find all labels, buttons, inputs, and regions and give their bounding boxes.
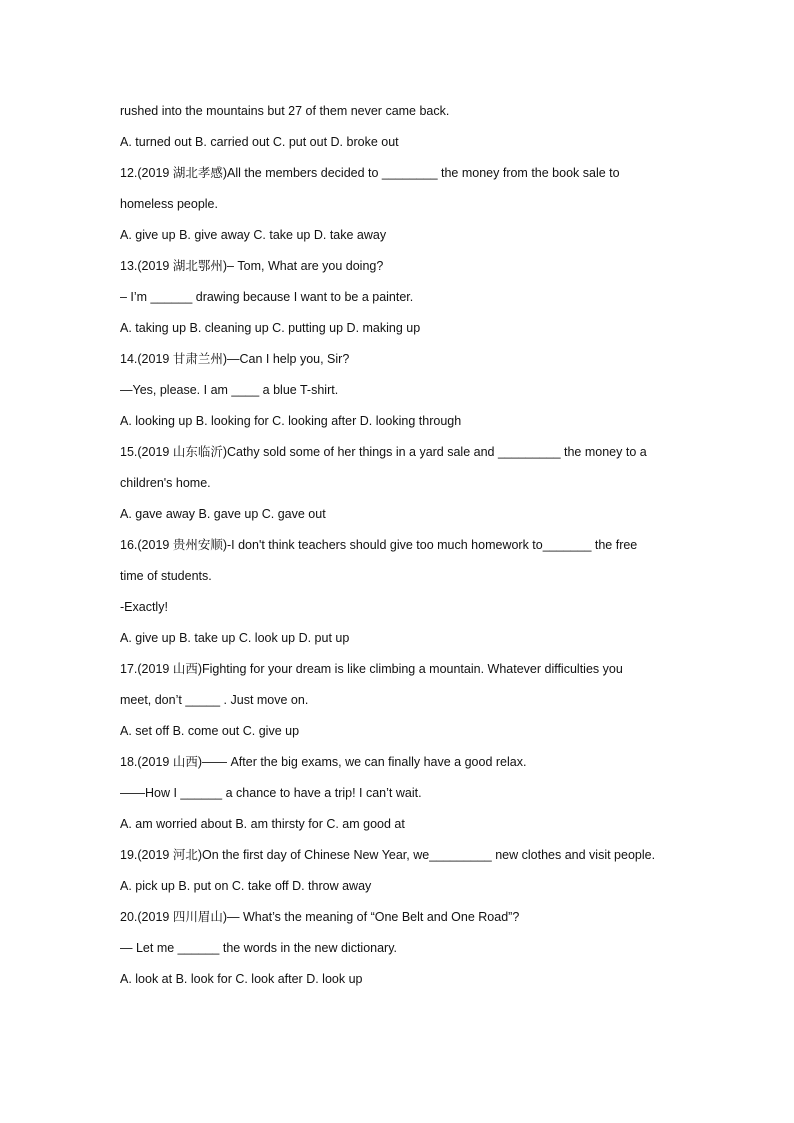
- answer-options: A. pick up B. put on C. take off D. throw away: [120, 879, 372, 893]
- text-line: homeless people.: [120, 197, 218, 211]
- question-17: 17.(2019 山西)Fighting for your dream is like climbing a mountain. Whatever difficulties you: [120, 662, 623, 676]
- answer-options: A. give up B. give away C. take up D. take away: [120, 228, 387, 242]
- text-line: – I’m ______ drawing because I want to be a painter.: [120, 290, 414, 304]
- question-20: 20.(2019 四川眉山)— What’s the meaning of “One Belt and One Road”?: [120, 910, 520, 924]
- answer-options: A. look at B. look for C. look after D. look up: [120, 972, 363, 986]
- text-line: -Exactly!: [120, 600, 168, 614]
- text-line: time of students.: [120, 569, 212, 583]
- answer-options: A. taking up B. cleaning up C. putting up D. making up: [120, 321, 421, 335]
- text-line: —Yes, please. I am ____ a blue T-shirt.: [120, 383, 339, 397]
- answer-options: A. am worried about B. am thirsty for C. am good at: [120, 817, 405, 831]
- question-14: 14.(2019 甘肃兰州)—Can I help you, Sir?: [120, 352, 350, 366]
- text-line: ——How I ______ a chance to have a trip! I can’t wait.: [120, 786, 422, 800]
- question-19: 19.(2019 河北)On the first day of Chinese New Year, we_________ new clothes and visit people.: [120, 848, 656, 862]
- question-16: 16.(2019 贵州安顺)-I don't think teachers should give too much homework to_______ the free: [120, 538, 638, 552]
- question-15: 15.(2019 山东临沂)Cathy sold some of her things in a yard sale and _________ the money to a: [120, 445, 647, 459]
- document-body: [120, 101, 680, 1000]
- answer-options: A. gave away B. gave up C. gave out: [120, 507, 326, 521]
- question-12: 12.(2019 湖北孝感)All the members decided to ________ the money from the book sale to: [120, 166, 620, 180]
- answer-options: A. looking up B. looking for C. looking after D. looking through: [120, 414, 462, 428]
- answer-options: A. set off B. come out C. give up: [120, 724, 300, 738]
- text-line: meet, don’t _____ . Just move on.: [120, 693, 309, 707]
- text-line: — Let me ______ the words in the new dictionary.: [120, 941, 398, 955]
- question-18: 18.(2019 山西)—— After the big exams, we can finally have a good relax.: [120, 755, 527, 769]
- answer-options: A. give up B. take up C. look up D. put up: [120, 631, 350, 645]
- text-line: rushed into the mountains but 27 of them never came back.: [120, 104, 450, 118]
- answer-options: A. turned out B. carried out C. put out D. broke out: [120, 135, 399, 149]
- question-13: 13.(2019 湖北鄂州)– Tom, What are you doing?: [120, 259, 384, 273]
- text-line: children's home.: [120, 476, 211, 490]
